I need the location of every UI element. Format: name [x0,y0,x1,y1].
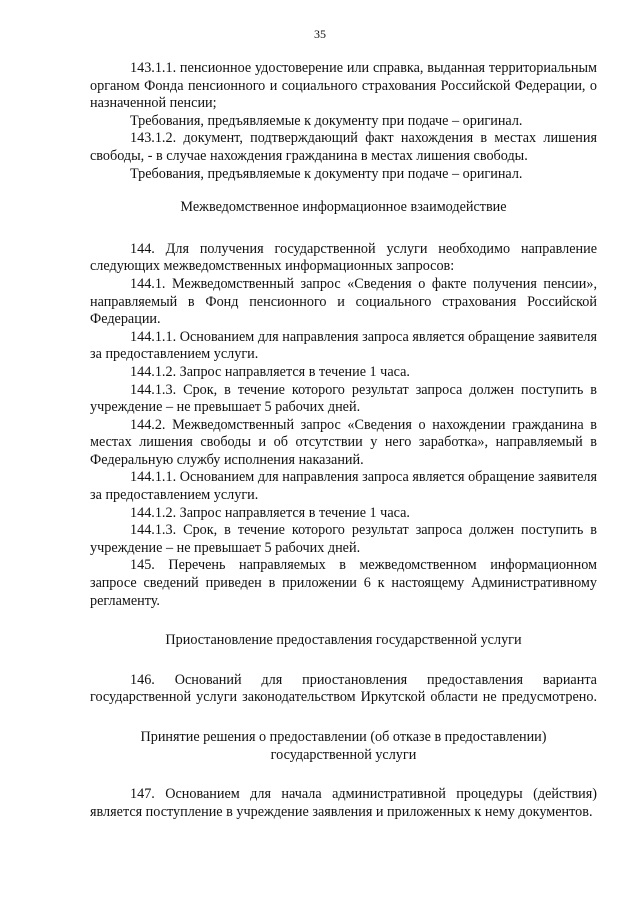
paragraph-144-1-1: 144.1.1. Основанием для направления запроса является обращение заявителя за предоставлением услуги. [90,328,597,363]
paragraph-143-1-2: 143.1.2. документ, подтверждающий факт нахождения в местах лишения свободы, - в случае нахождения гражданина в местах лишения свободы. [90,130,597,164]
paragraph-147: 147. Основанием для начала административной процедуры (действия) является поступление в учреждение заявления и приложенных к нему документов. [90,786,597,820]
section-heading-interagency: Межведомственное информационное взаимодействие [180,199,507,216]
section-heading-suspension: Приостановление предоставления государственной услуги [165,632,522,649]
paragraph-144-1: 144.1. Межведомственный запрос «Сведения о факте получения пенсии», направляемый в Фонд пенсионного и социального страхования Российской Федерации. [90,275,597,328]
page-number: 35 [314,27,326,41]
document-body [90,60,597,821]
paragraph-requirements-1: Требования, предъявляемые к документу при подаче – оригинал. [130,112,523,129]
paragraph-144-2: 144.2. Межведомственный запрос «Сведения о нахождении гражданина в местах лишения свободы и об отсутствии у него заработка», направляемый в Федеральную службу исполнения наказаний. [90,416,597,468]
section-heading-decision: Принятие решения о предоставлении (об отказе в предоставлении) государственной услуги [140,729,547,763]
paragraph-146: 146. Оснований для приостановления предоставления варианта государственной услуги законодательством Иркутской области не предусмотрено. [90,671,597,706]
paragraph-144-1-2-b: 144.1.2. Запрос направляется в течение 1 часа. [130,504,410,521]
paragraph-144-1-2: 144.1.2. Запрос направляется в течение 1 часа. [130,363,410,380]
paragraph-144-1-3: 144.1.3. Срок, в течение которого результат запроса должен поступить в учреждение – не превышает 5 рабочих дней. [90,381,597,416]
paragraph-requirements-2: Требования, предъявляемые к документу при подаче – оригинал. [130,165,523,182]
paragraph-143-1-1: 143.1.1. пенсионное удостоверение или справка, выданная территориальным органом Фонда пенсионного и социального страхования Российской Федерации, о назначенной пенсии; [90,60,597,112]
paragraph-145: 145. Перечень направляемых в межведомственном информационном запросе сведений приведен в приложении 6 к настоящему Административному регламенту. [90,557,597,609]
paragraph-144-1-3-b: 144.1.3. Срок, в течение которого результат запроса должен поступить в учреждение – не превышает 5 рабочих дней. [90,522,597,556]
paragraph-144: 144. Для получения государственной услуги необходимо направление следующих межведомственных информационных запросов: [90,240,597,275]
paragraph-144-1-1-b: 144.1.1. Основанием для направления запроса является обращение заявителя за предоставлением услуги. [90,469,597,504]
